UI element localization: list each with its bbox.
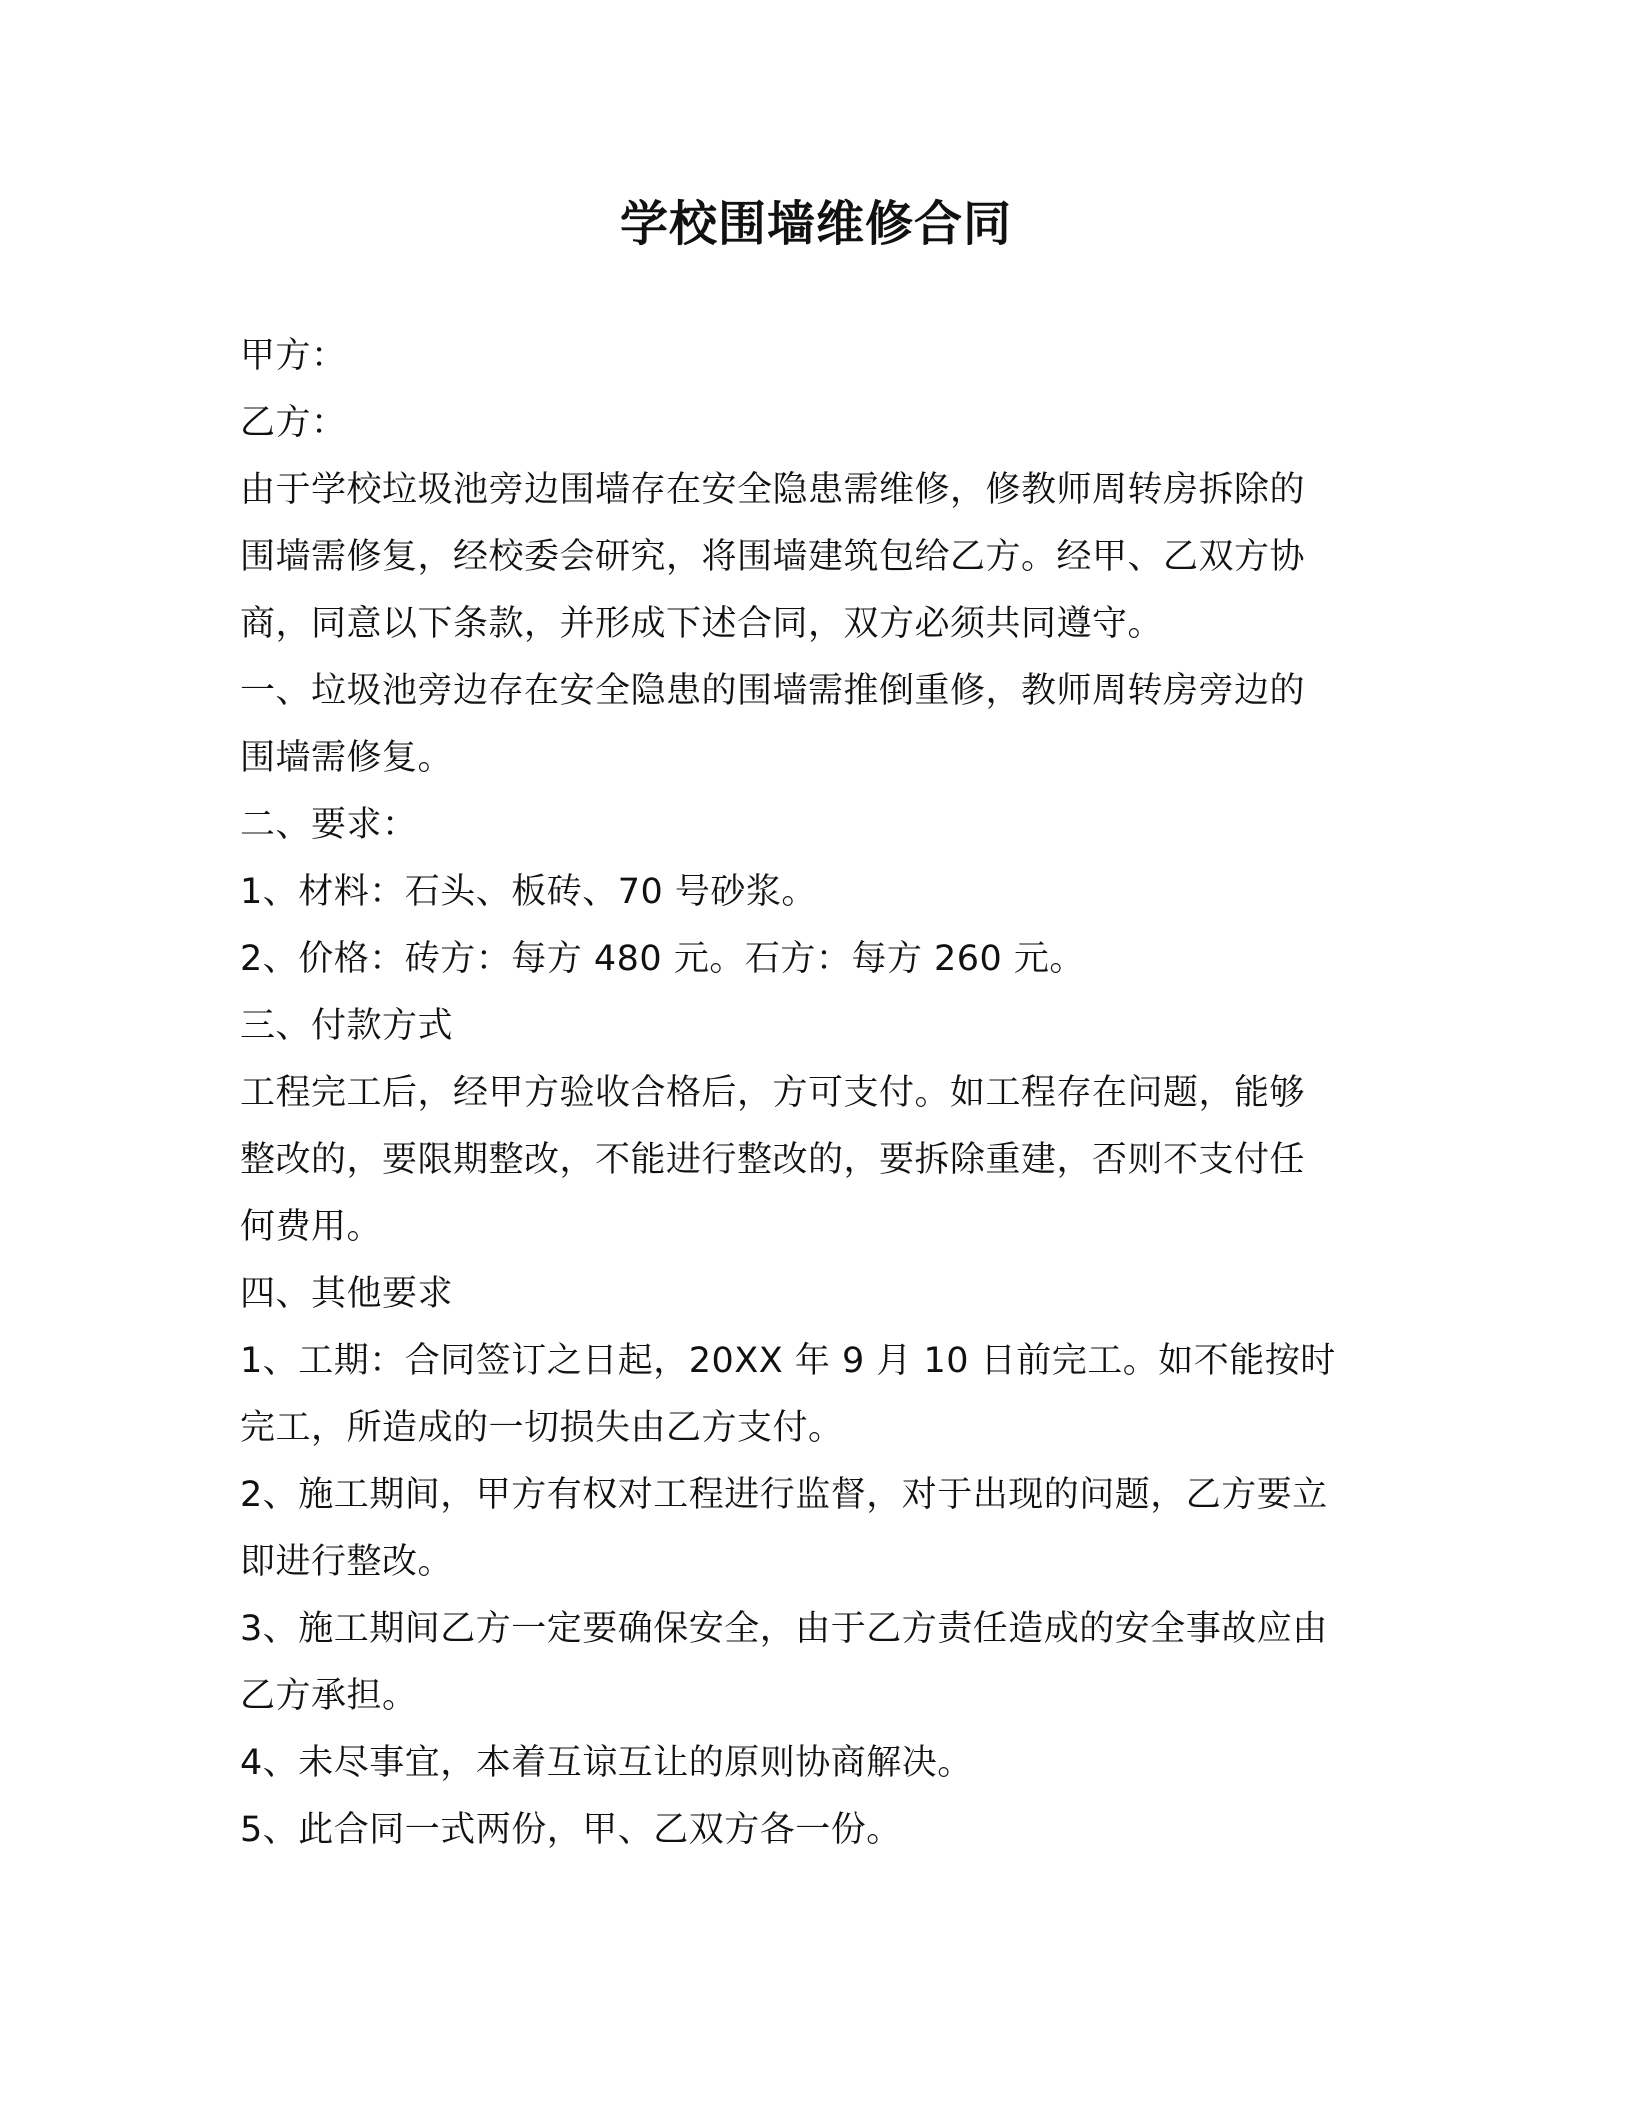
section-heading: 二、要求： [240, 805, 418, 845]
other-requirement-item: 3、施工期间乙方一定要确保安全，由于乙方责任造成的安全事故应由 [240, 1609, 1328, 1649]
preamble-line: 围墙需修复，经校委会研究，将围墙建筑包给乙方。经甲、乙双方协 [240, 537, 1306, 577]
payment-line: 工程完工后，经甲方验收合格后，方可支付。如工程存在问题，能够 [240, 1073, 1306, 1113]
preamble-line: 商，同意以下条款，并形成下述合同，双方必须共同遵守。 [240, 604, 1164, 644]
other-requirement-item: 1、工期：合同签订之日起，20XX 年 9 月 10 日前完工。如不能按时 [240, 1341, 1336, 1381]
requirement-item: 1、材料：石头、板砖、70 号砂浆。 [240, 872, 817, 912]
other-requirement-item: 乙方承担。 [240, 1676, 418, 1716]
section-heading: 四、其他要求 [240, 1274, 454, 1314]
party-b-line: 乙方： [240, 403, 347, 443]
preamble-line: 由于学校垃圾池旁边围墙存在安全隐患需维修，修教师周转房拆除的 [240, 470, 1306, 510]
clause-one-line: 围墙需修复。 [240, 738, 454, 778]
payment-line: 何费用。 [240, 1207, 383, 1247]
section-heading: 三、付款方式 [240, 1006, 454, 1046]
document-title: 学校围墙维修合同 [619, 196, 1012, 252]
other-requirement-item: 2、施工期间，甲方有权对工程进行监督，对于出现的问题，乙方要立 [240, 1475, 1328, 1515]
party-a-line: 甲方： [240, 336, 347, 376]
document-body [240, 323, 1392, 1864]
other-requirement-item: 即进行整改。 [240, 1542, 454, 1582]
other-requirement-item: 5、此合同一式两份，甲、乙双方各一份。 [240, 1810, 902, 1850]
clause-one-line: 一、垃圾池旁边存在安全隐患的围墙需推倒重修，教师周转房旁边的 [240, 671, 1306, 711]
other-requirement-item: 完工，所造成的一切损失由乙方支付。 [240, 1408, 844, 1448]
payment-line: 整改的，要限期整改，不能进行整改的，要拆除重建，否则不支付任 [240, 1140, 1306, 1180]
requirement-item: 2、价格：砖方：每方 480 元。石方：每方 260 元。 [240, 939, 1085, 979]
other-requirement-item: 4、未尽事宜，本着互谅互让的原则协商解决。 [240, 1743, 973, 1783]
